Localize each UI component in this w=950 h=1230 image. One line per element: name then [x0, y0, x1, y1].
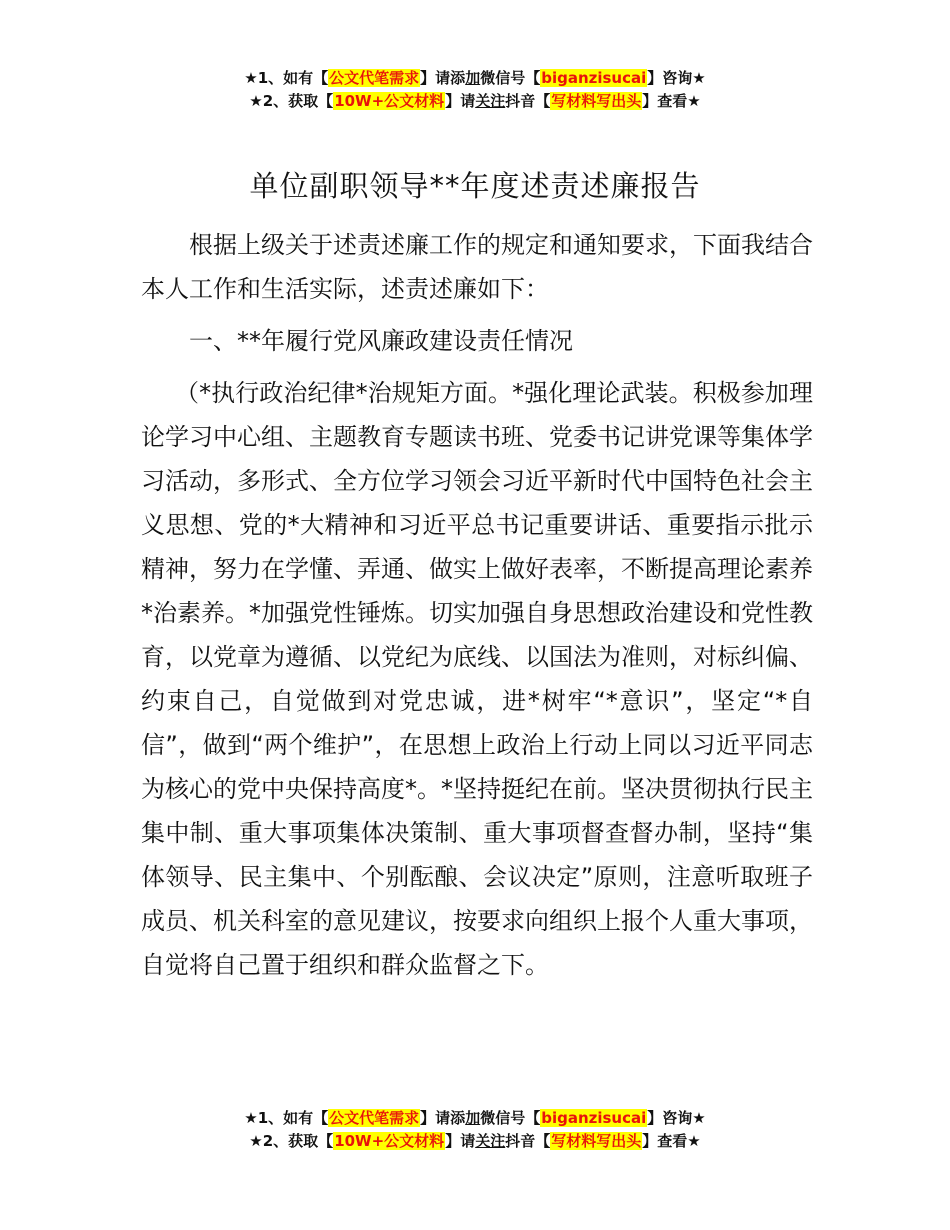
banner-line-1 — [0, 1107, 950, 1130]
banner-text: ★2、获取【 — [249, 92, 334, 110]
banner-line-2 — [0, 90, 950, 113]
banner-text: ★1、如有【 — [244, 1109, 329, 1127]
section-body-paragraph: （*执行政治纪律*治规矩方面。*强化理论武装。积极参加理论学习中心组、主题教育专题读书班、党委书记讲党课等集体学习活动，多形式、全方位学习领会习近平新时代中国特色社会主义思想、党的*大精神和习近平总书记重要讲话、重要指示批示精神，努力在学懂、弄通、做实上做好表率，不断提高理论素养*治素养。*加强党性锤炼。切实加强自身思想政治建设和党性教育，以党章为遵循、以党纪为底线、以国法为准则，对标纠偏、约束自己，自觉做到对党忠诚，进*树牢“*意识”，坚定“*自信”，做到“两个维护”，在思想上政治上行动上同以习近平同志为核心的党中央保持高度*。*坚持挺纪在前。坚决贯彻执行民主集中制、重大事项集体决策制、重大事项督查督办制，坚持“集体领导、民主集中、个别酝酿、会议决定”原则，注意听取班子成员、机关科室的意见建议，按要求向组织上报个人重大事项，自觉将自己置于组织和群众监督之下。 — [141, 379, 813, 979]
banner-text: 】请 — [445, 92, 476, 110]
banner-text: 】请添 — [420, 69, 466, 87]
underlined-text: 加 — [465, 69, 481, 87]
highlight-text: 写材料写出头 — [551, 1132, 642, 1150]
highlight-text: 公文代笔需求 — [329, 69, 420, 87]
highlight-text: biganzisucai — [541, 69, 647, 87]
banner-line-1 — [0, 67, 950, 90]
banner-text: 抖音【 — [505, 92, 551, 110]
header-banner — [0, 67, 950, 113]
footer-banner — [0, 1107, 950, 1153]
banner-text: 】请添 — [420, 1109, 466, 1127]
banner-text: 】咨询★ — [647, 69, 706, 87]
document-title: 单位副职领导**年度述责述廉报告 — [249, 169, 701, 203]
banner-text: ★1、如有【 — [244, 69, 329, 87]
highlight-text: 公文代笔需求 — [329, 1109, 420, 1127]
underlined-text: 关注 — [475, 92, 506, 110]
banner-text: 】请 — [445, 1132, 476, 1150]
highlight-text: 写材料写出头 — [551, 92, 642, 110]
banner-line-2 — [0, 1130, 950, 1153]
highlight-text: 10W+公文材料 — [334, 92, 445, 110]
banner-text: 微信号【 — [480, 1109, 541, 1127]
underlined-text: 关注 — [475, 1132, 506, 1150]
banner-text: 】查看★ — [642, 1132, 701, 1150]
highlight-text: biganzisucai — [541, 1109, 647, 1127]
banner-text: 】咨询★ — [647, 1109, 706, 1127]
banner-text: 抖音【 — [505, 1132, 551, 1150]
highlight-text: 10W+公文材料 — [334, 1132, 445, 1150]
underlined-text: 加 — [465, 1109, 481, 1127]
banner-text: 微信号【 — [480, 69, 541, 87]
banner-text: ★2、获取【 — [249, 1132, 334, 1150]
banner-text: 】查看★ — [642, 92, 701, 110]
section-heading: 一、**年履行党风廉政建设责任情况 — [189, 327, 573, 355]
intro-paragraph: 根据上级关于述责述廉工作的规定和通知要求，下面我结合本人工作和生活实际，述责述廉如下： — [141, 231, 813, 303]
